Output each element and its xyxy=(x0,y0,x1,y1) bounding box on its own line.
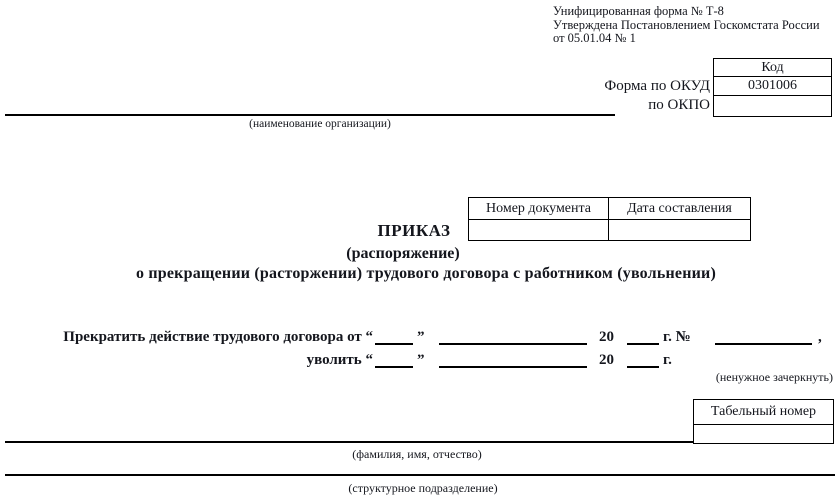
form-note-line1: Унифицированная форма № Т-8 xyxy=(553,4,724,18)
form-note-line2: Утверждена Постановлением Госкомстата России xyxy=(553,17,820,32)
organization-name-field[interactable] xyxy=(5,114,615,116)
employee-name-caption: (фамилия, имя, отчество) xyxy=(352,447,482,461)
dismiss-label: уволить “ xyxy=(306,352,373,368)
code-table xyxy=(713,58,832,117)
terminate-label: Прекратить действие трудового договора от “ xyxy=(63,329,373,345)
code-header-cell: Код xyxy=(714,59,832,77)
title-prikaz: ПРИКАЗ xyxy=(377,221,451,240)
dismiss-year-suffix: г. xyxy=(663,352,672,368)
doc-number-header-cell: Номер документа xyxy=(469,198,609,220)
dismiss-year-prefix: 20 xyxy=(599,352,614,368)
form-approval-note xyxy=(553,5,820,46)
terminate-number-label: г. № xyxy=(663,329,691,345)
okpo-value-cell[interactable] xyxy=(714,96,832,117)
dismiss-day-field[interactable] xyxy=(375,351,413,368)
terminate-comma: , xyxy=(818,329,822,345)
strike-out-note: (ненужное зачеркнуть) xyxy=(715,370,833,384)
personnel-number-table xyxy=(693,399,834,444)
dismiss-close-quote: ” xyxy=(417,352,425,368)
okud-value-cell: 0301006 xyxy=(714,77,832,96)
department-caption: (структурное подразделение) xyxy=(348,481,498,495)
dismiss-year-field[interactable] xyxy=(627,351,659,368)
department-field[interactable] xyxy=(5,474,835,476)
doc-date-header-cell: Дата составления xyxy=(609,198,751,220)
terminate-close-quote: ” xyxy=(417,329,425,345)
body-fill-in-block xyxy=(8,328,826,374)
title-rasporyazhenie: (распоряжение) xyxy=(346,245,460,262)
dismiss-month-field[interactable] xyxy=(439,351,587,368)
terminate-year-field[interactable] xyxy=(627,328,659,345)
okud-label: Форма по ОКУД xyxy=(604,78,710,94)
terminate-number-field[interactable] xyxy=(715,328,812,345)
terminate-month-field[interactable] xyxy=(439,328,587,345)
form-note-line3: от 05.01.04 № 1 xyxy=(553,31,636,45)
employee-name-field[interactable] xyxy=(5,441,693,443)
terminate-year-prefix: 20 xyxy=(599,329,614,345)
okpo-label: по ОКПО xyxy=(648,97,710,113)
terminate-day-field[interactable] xyxy=(375,328,413,345)
personnel-number-header-cell: Табельный номер xyxy=(694,400,834,425)
title-subject: о прекращении (расторжении) трудового договора с работником (увольнении) xyxy=(135,265,717,282)
personnel-number-value-cell[interactable] xyxy=(694,425,834,444)
organization-caption: (наименование организации) xyxy=(249,118,391,130)
